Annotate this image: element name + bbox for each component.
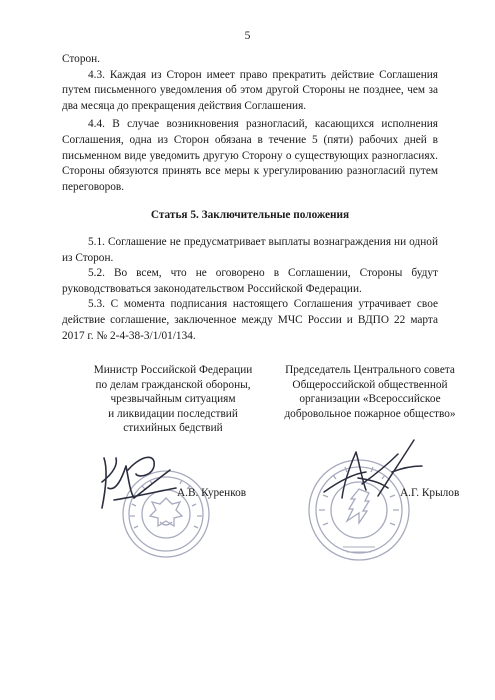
signature-left-scribble [94, 448, 184, 518]
paragraph-continuation: Сторон. [62, 53, 100, 65]
signatory-right-name: А.Г. Крылов [400, 487, 460, 499]
signatory-left-line: по делам гражданской обороны, [95, 378, 251, 391]
signatory-left-line: стихийных бедствий [123, 422, 223, 435]
paragraph-5-3: 5.3. С момента подписания настоящего Соглашения утрачивает свое действие соглашение, заключенное между МЧС России и ВДПО 22 марта 2017 г. № 2-4-38-3/1/01/134. [62, 298, 438, 342]
paragraph-5-2: 5.2. Во всем, что не оговорено в Соглашении, Стороны будут руководствоваться законодательством Российской Федерации. [62, 267, 438, 295]
paragraph-4-3: 4.3. Каждая из Сторон имеет право прекратить действие Соглашения путем письменного уведомления об этом другой Стороны не позднее, чем за два месяца до прекращения действия Соглашения. [62, 68, 438, 112]
paragraph-5-1: 5.1. Соглашение не предусматривает выплаты вознаграждения ни одной из Сторон. [62, 235, 438, 264]
page-number: 5 [244, 30, 251, 42]
signatory-left-title [78, 363, 268, 436]
signatory-right-line: добровольное пожарное общество» [284, 407, 456, 420]
body-text [62, 52, 438, 344]
signatory-left-line: и ликвидации последствий [108, 407, 238, 420]
signatory-right-line: Общероссийской общественной [292, 378, 448, 391]
signatory-right-title [270, 363, 470, 421]
paragraph-4-4: 4.4. В случае возникновения разногласий, касающихся исполнения Соглашения, одна из Сторон обязана в течение 5 (пяти) рабочих дней в письменном виде уведомить другую Сторону о существующих разногласиях. Стороны обязуются принять все меры к урегулированию разногласий путем переговоров. [62, 118, 438, 193]
signatory-left-line: чрезвычайным ситуациям [110, 393, 236, 406]
signature-right-scribble [318, 432, 428, 512]
signatory-right-line: организации «Всероссийское [299, 393, 441, 406]
signatory-left-line: Министр Российской Федерации [93, 364, 253, 376]
signatory-right-line: Председатель Центрального совета [285, 364, 455, 376]
signatory-left-name: А.В. Куренков [177, 487, 247, 499]
article-5-title: Статья 5. Заключительные положения [150, 209, 350, 222]
